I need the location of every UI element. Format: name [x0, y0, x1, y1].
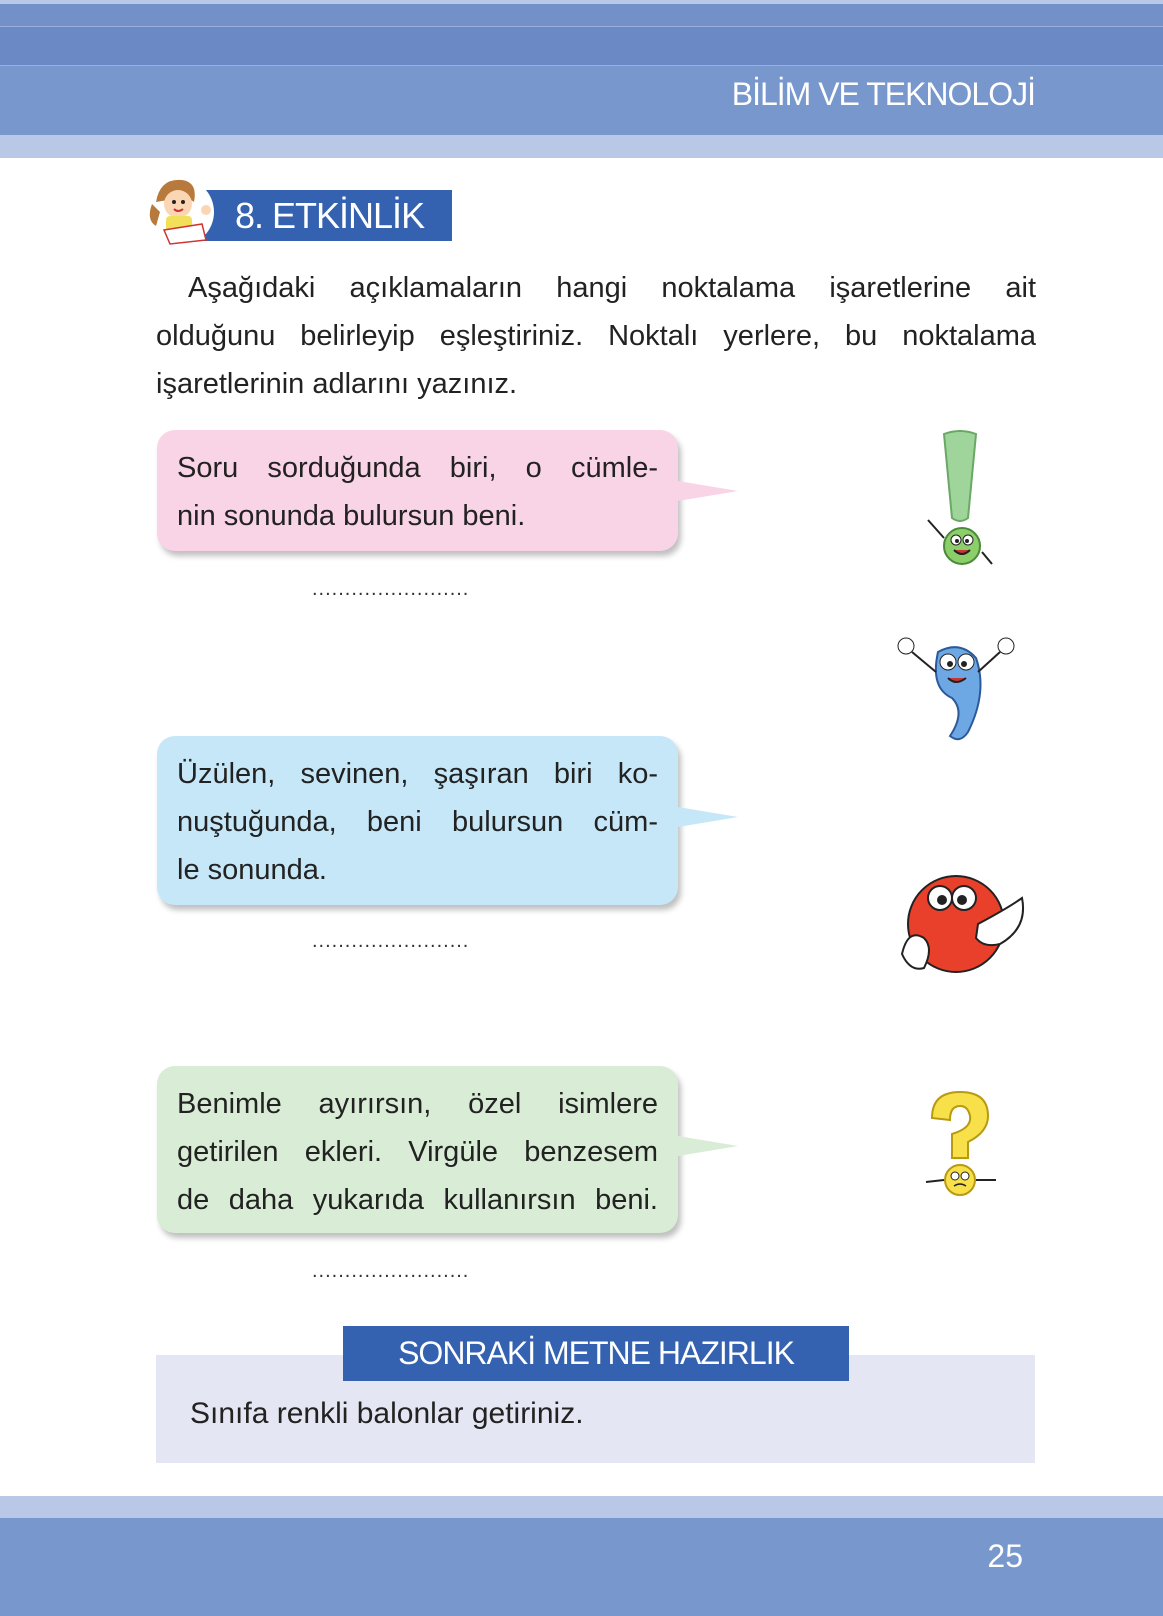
speech-bubble-exclamation [157, 736, 678, 905]
bubble-line: de daha yukarıda kullanırsın beni. [177, 1184, 658, 1216]
bubble-line: nin sonunda bulursun beni. [177, 500, 526, 532]
page-number: 25 [987, 1538, 1023, 1574]
bubble-line: Üzülen, sevinen, şaşıran biri ko- [177, 758, 658, 790]
activity-title: 8. ETKİNLİK [195, 190, 452, 241]
answer-blank-2[interactable]: ........................ [312, 930, 470, 952]
instruction-line: işaretlerinin adlarını yazınız. [156, 368, 518, 400]
header-band-2 [0, 26, 1163, 66]
question-mark-icon [918, 1088, 1002, 1203]
exclamation-mark-icon [920, 428, 1000, 573]
girl-mascot-icon [142, 172, 220, 248]
footer-light-band [0, 1496, 1163, 1518]
bubble-line: Soru sorduğunda biri, o cümle- [177, 452, 658, 484]
apostrophe-icon [890, 632, 1025, 747]
speech-bubble-question [157, 430, 678, 551]
answer-blank-3[interactable]: ........................ [312, 1260, 470, 1282]
speech-bubble-apostrophe [157, 1066, 678, 1233]
header-light-band [0, 135, 1163, 158]
bubble-line: Benimle ayırırsın, özel isimlere [177, 1088, 658, 1120]
instruction-line: Aşağıdaki açıklamaların hangi noktalama işaretlerine ait [188, 272, 1036, 304]
instruction-line: olduğunu belirleyip eşleştiriniz. Noktalı yerlere, bu noktalama [156, 320, 1036, 352]
header-title: BİLİM VE TEKNOLOJİ [731, 76, 1035, 112]
bubble-tail [678, 807, 738, 827]
next-text-body: Sınıfa renkli balonlar getiriniz. [190, 1397, 584, 1430]
bubble-line: le sonunda. [177, 854, 327, 886]
instructions-paragraph [156, 264, 1036, 408]
answer-blank-1[interactable]: ........................ [312, 578, 470, 600]
bubble-tail [678, 481, 738, 501]
bubble-line: nuştuğunda, beni bulursun cüm- [177, 806, 658, 838]
bubble-line: getirilen ekleri. Virgüle benzesem [177, 1136, 658, 1168]
bubble-tail [678, 1136, 738, 1156]
next-text-title: SONRAKİ METNE HAZIRLIK [343, 1326, 849, 1381]
header-band-1 [0, 4, 1163, 26]
period-icon [888, 868, 1033, 978]
